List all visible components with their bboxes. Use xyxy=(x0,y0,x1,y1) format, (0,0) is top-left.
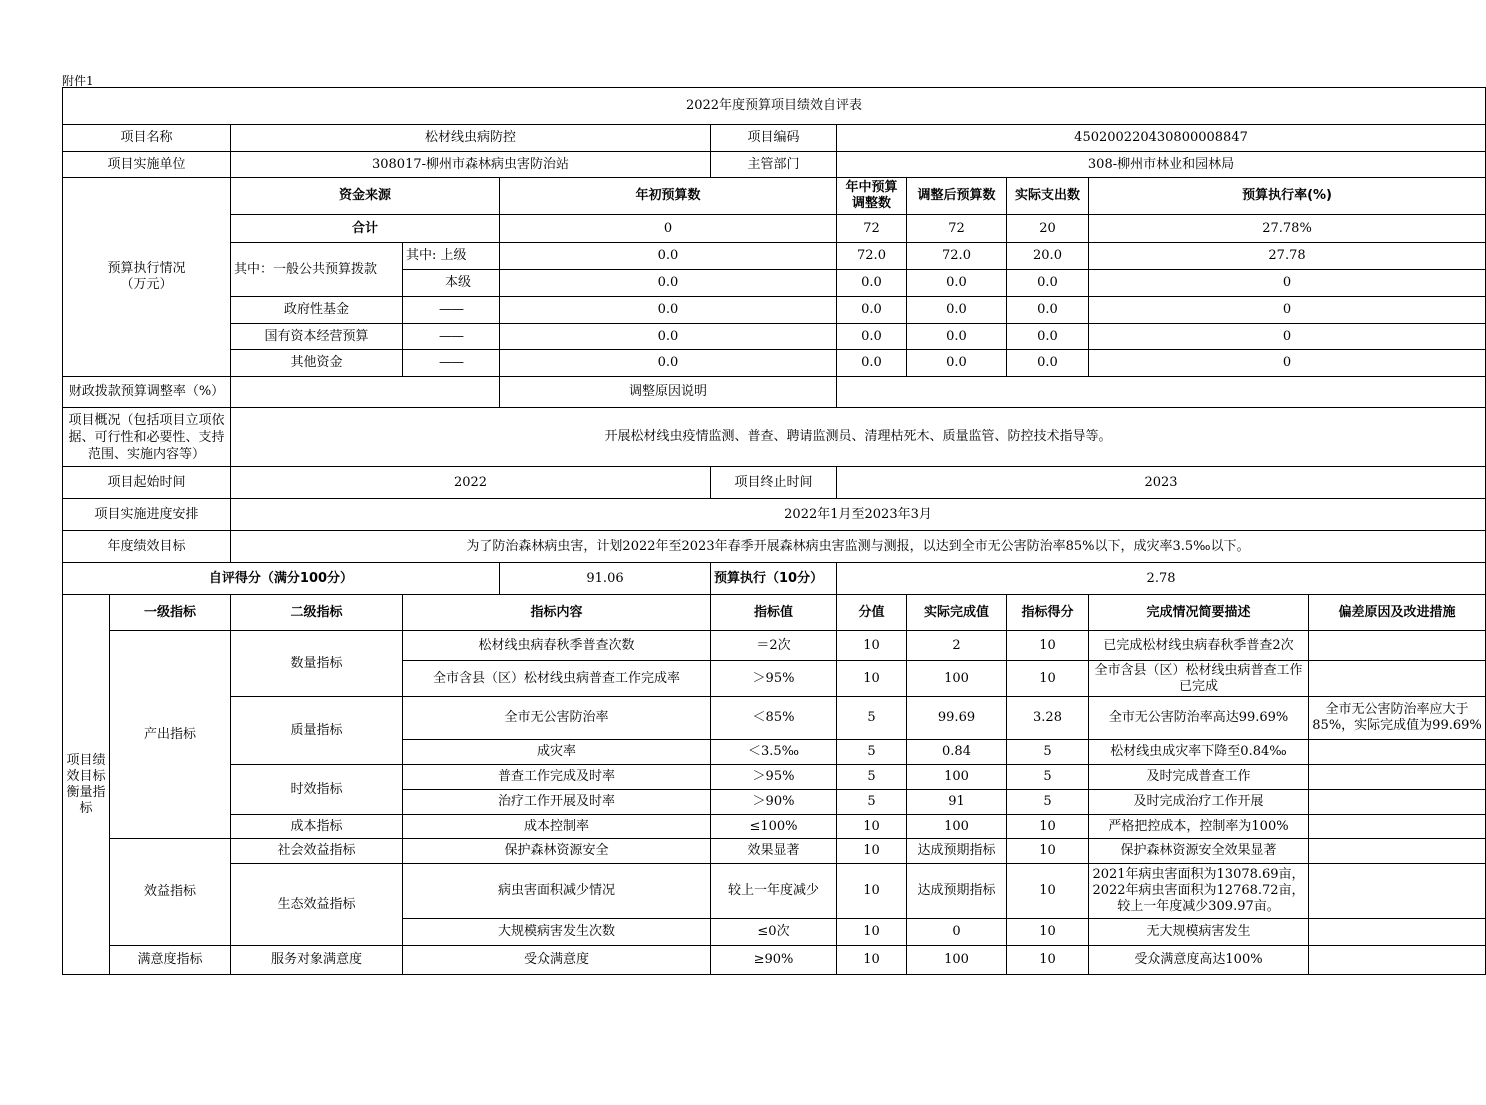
indicator-actual: 100 xyxy=(907,946,1007,975)
page-title: 2022年度预算项目绩效自评表 xyxy=(63,88,1486,125)
indicator-score: 10 xyxy=(1007,864,1089,919)
indicator-reason xyxy=(1309,839,1486,864)
indicator-points: 5 xyxy=(837,740,907,765)
local-midyear: 0.0 xyxy=(837,270,907,297)
indicator-content: 普查工作完成及时率 xyxy=(403,765,711,790)
gov-fund-dash: —— xyxy=(403,297,500,324)
gov-fund-label: 政府性基金 xyxy=(231,297,403,324)
indicator-content: 成本控制率 xyxy=(403,815,711,839)
budget-exec-score: 2.78 xyxy=(837,563,1486,595)
total-midyear: 72 xyxy=(837,215,907,243)
indicator-section-label: 项目绩效目标衡量指标 xyxy=(63,595,110,975)
header-target: 指标值 xyxy=(711,595,837,631)
indicator-desc: 全市含县（区）松材线虫病普查工作已完成 xyxy=(1089,661,1309,697)
goal: 为了防治森林病虫害，计划2022年至2023年春季开展森林病虫害监测与测报，以达到全市无公害防治率85%以下，成灾率3.5‰以下。 xyxy=(231,531,1486,563)
indicator-actual: 100 xyxy=(907,661,1007,697)
indicator-content: 受众满意度 xyxy=(403,946,711,975)
budget-header-adjusted: 调整后预算数 xyxy=(907,178,1007,215)
indicator-reason xyxy=(1309,661,1486,697)
upper-initial: 0.0 xyxy=(500,243,837,270)
indicator-desc: 及时完成治疗工作开展 xyxy=(1089,790,1309,815)
schedule: 2022年1月至2023年3月 xyxy=(231,499,1486,531)
self-score: 91.06 xyxy=(500,563,711,595)
indicator-target: 效果显著 xyxy=(711,839,837,864)
gov-fund-midyear: 0.0 xyxy=(837,297,907,324)
upper-rate: 27.78 xyxy=(1089,243,1486,270)
indicator-target: ＞95% xyxy=(711,661,837,697)
project-name-label: 项目名称 xyxy=(63,125,231,152)
header-actual: 实际完成值 xyxy=(907,595,1007,631)
indicator-reason xyxy=(1309,919,1486,946)
indicator-content: 全市含县（区）松材线虫病普查工作完成率 xyxy=(403,661,711,697)
header-desc: 完成情况简要描述 xyxy=(1089,595,1309,631)
level2-timeliness: 时效指标 xyxy=(231,765,403,815)
indicator-points: 5 xyxy=(837,765,907,790)
indicator-score: 10 xyxy=(1007,946,1089,975)
indicator-actual: 达成预期指标 xyxy=(907,839,1007,864)
budget-header-actual: 实际支出数 xyxy=(1007,178,1089,215)
indicator-target: ＞95% xyxy=(711,765,837,790)
indicator-desc: 及时完成普查工作 xyxy=(1089,765,1309,790)
indicator-actual: 100 xyxy=(907,815,1007,839)
indicator-points: 10 xyxy=(837,661,907,697)
indicator-reason xyxy=(1309,790,1486,815)
level1-benefit: 效益指标 xyxy=(110,839,231,946)
indicator-actual: 91 xyxy=(907,790,1007,815)
budget-header-rate: 预算执行率(%) xyxy=(1089,178,1486,215)
start-time: 2022 xyxy=(231,467,711,499)
budget-header-source: 资金来源 xyxy=(231,178,500,215)
overview: 开展松材线虫疫情监测、普查、聘请监测员、清理枯死木、质量监管、防控技术指导等。 xyxy=(231,408,1486,467)
header-points: 分值 xyxy=(837,595,907,631)
other-fund-adjusted: 0.0 xyxy=(907,350,1007,377)
local-initial: 0.0 xyxy=(500,270,837,297)
indicator-target: ＝2次 xyxy=(711,631,837,661)
upper-adjusted: 72.0 xyxy=(907,243,1007,270)
other-fund-actual: 0.0 xyxy=(1007,350,1089,377)
gov-fund-initial: 0.0 xyxy=(500,297,837,324)
gov-fund-adjusted: 0.0 xyxy=(907,297,1007,324)
attachment-label: 附件1 xyxy=(62,74,94,88)
other-fund-rate: 0 xyxy=(1089,350,1486,377)
project-code-label: 项目编码 xyxy=(711,125,837,152)
indicator-reason xyxy=(1309,765,1486,790)
end-time: 2023 xyxy=(837,467,1486,499)
indicator-content: 大规模病害发生次数 xyxy=(403,919,711,946)
evaluation-table xyxy=(62,87,1486,975)
indicator-content: 全市无公害防治率 xyxy=(403,697,711,740)
indicator-desc: 松材线虫成灾率下降至0.84‰ xyxy=(1089,740,1309,765)
indicator-target: ≤0次 xyxy=(711,919,837,946)
level2-social: 社会效益指标 xyxy=(231,839,403,864)
indicator-actual: 99.69 xyxy=(907,697,1007,740)
local-actual: 0.0 xyxy=(1007,270,1089,297)
adjust-rate-label: 财政拨款预算调整率（%） xyxy=(63,377,231,408)
indicator-points: 10 xyxy=(837,631,907,661)
gov-fund-actual: 0.0 xyxy=(1007,297,1089,324)
indicator-actual: 100 xyxy=(907,765,1007,790)
indicator-target: ＜85% xyxy=(711,697,837,740)
state-capital-adjusted: 0.0 xyxy=(907,324,1007,350)
indicator-desc: 2021年病虫害面积为13078.69亩，2022年病虫害面积为12768.72亩，较上一年度减少309.97亩。 xyxy=(1089,864,1309,919)
adjust-reason-label: 调整原因说明 xyxy=(500,377,837,408)
other-fund-initial: 0.0 xyxy=(500,350,837,377)
local-label: 本级 xyxy=(403,270,500,297)
header-level2: 二级指标 xyxy=(231,595,403,631)
indicator-desc: 已完成松材线虫病春秋季普查2次 xyxy=(1089,631,1309,661)
indicator-points: 10 xyxy=(837,864,907,919)
indicator-desc: 受众满意度高达100% xyxy=(1089,946,1309,975)
start-time-label: 项目起始时间 xyxy=(63,467,231,499)
dept: 308-柳州市林业和园林局 xyxy=(837,152,1486,178)
project-code: 450200220430800008847 xyxy=(837,125,1486,152)
budget-exec-label: 预算执行（10分） xyxy=(711,563,837,595)
self-score-label: 自评得分（满分100分） xyxy=(63,563,500,595)
state-capital-rate: 0 xyxy=(1089,324,1486,350)
general-budget-label: 其中：一般公共预算拨款 xyxy=(231,243,403,297)
header-score: 指标得分 xyxy=(1007,595,1089,631)
indicator-desc: 无大规模病害发生 xyxy=(1089,919,1309,946)
indicator-score: 10 xyxy=(1007,661,1089,697)
indicator-points: 10 xyxy=(837,815,907,839)
indicator-score: 5 xyxy=(1007,790,1089,815)
overview-label: 项目概况（包括项目立项依据、可行性和必要性、支持范围、实施内容等） xyxy=(63,408,231,467)
gov-fund-rate: 0 xyxy=(1089,297,1486,324)
total-label: 合计 xyxy=(231,215,500,243)
other-fund-dash: —— xyxy=(403,350,500,377)
state-capital-midyear: 0.0 xyxy=(837,324,907,350)
indicator-desc: 全市无公害防治率高达99.69% xyxy=(1089,697,1309,740)
end-time-label: 项目终止时间 xyxy=(711,467,837,499)
header-content: 指标内容 xyxy=(403,595,711,631)
indicator-score: 5 xyxy=(1007,765,1089,790)
total-initial: 0 xyxy=(500,215,837,243)
dept-label: 主管部门 xyxy=(711,152,837,178)
indicator-content: 保护森林资源安全 xyxy=(403,839,711,864)
indicator-score: 3.28 xyxy=(1007,697,1089,740)
indicator-actual: 达成预期指标 xyxy=(907,864,1007,919)
budget-header-midyear: 年中预算调整数 xyxy=(837,178,907,215)
header-level1: 一级指标 xyxy=(110,595,231,631)
indicator-score: 10 xyxy=(1007,815,1089,839)
indicator-target: ＜3.5‰ xyxy=(711,740,837,765)
header-reason: 偏差原因及改进措施 xyxy=(1309,595,1486,631)
upper-midyear: 72.0 xyxy=(837,243,907,270)
goal-label: 年度绩效目标 xyxy=(63,531,231,563)
indicator-content: 治疗工作开展及时率 xyxy=(403,790,711,815)
indicator-score: 10 xyxy=(1007,631,1089,661)
local-adjusted: 0.0 xyxy=(907,270,1007,297)
local-rate: 0 xyxy=(1089,270,1486,297)
total-rate: 27.78% xyxy=(1089,215,1486,243)
indicator-target: 较上一年度减少 xyxy=(711,864,837,919)
indicator-reason xyxy=(1309,946,1486,975)
budget-header-initial: 年初预算数 xyxy=(500,178,837,215)
project-name: 松材线虫病防控 xyxy=(231,125,711,152)
indicator-content: 成灾率 xyxy=(403,740,711,765)
indicator-actual: 0.84 xyxy=(907,740,1007,765)
indicator-content: 松材线虫病春秋季普查次数 xyxy=(403,631,711,661)
indicator-actual: 0 xyxy=(907,919,1007,946)
adjust-reason-value xyxy=(837,377,1486,408)
indicator-target: ＞90% xyxy=(711,790,837,815)
level1-satisfaction: 满意度指标 xyxy=(110,946,231,975)
other-fund-midyear: 0.0 xyxy=(837,350,907,377)
indicator-points: 10 xyxy=(837,946,907,975)
indicator-score: 5 xyxy=(1007,740,1089,765)
indicator-target: ≥90% xyxy=(711,946,837,975)
state-capital-dash: —— xyxy=(403,324,500,350)
indicator-reason xyxy=(1309,815,1486,839)
budget-section-label: 预算执行情况 （万元） xyxy=(63,178,231,377)
indicator-actual: 2 xyxy=(907,631,1007,661)
unit-label: 项目实施单位 xyxy=(63,152,231,178)
indicator-points: 5 xyxy=(837,697,907,740)
level2-quantity: 数量指标 xyxy=(231,631,403,697)
indicator-reason xyxy=(1309,631,1486,661)
upper-label: 其中: 上级 xyxy=(403,243,500,270)
total-actual: 20 xyxy=(1007,215,1089,243)
indicator-reason xyxy=(1309,740,1486,765)
indicator-reason xyxy=(1309,864,1486,919)
indicator-score: 10 xyxy=(1007,839,1089,864)
indicator-points: 5 xyxy=(837,790,907,815)
upper-actual: 20.0 xyxy=(1007,243,1089,270)
indicator-desc: 保护森林资源安全效果显著 xyxy=(1089,839,1309,864)
level1-output: 产出指标 xyxy=(110,631,231,839)
indicator-points: 10 xyxy=(837,919,907,946)
unit: 308017-柳州市森林病虫害防治站 xyxy=(231,152,711,178)
state-capital-label: 国有资本经营预算 xyxy=(231,324,403,350)
indicator-score: 10 xyxy=(1007,919,1089,946)
indicator-reason: 全市无公害防治率应大于85%，实际完成值为99.69% xyxy=(1309,697,1486,740)
other-fund-label: 其他资金 xyxy=(231,350,403,377)
level2-ecological: 生态效益指标 xyxy=(231,864,403,946)
indicator-points: 10 xyxy=(837,839,907,864)
state-capital-initial: 0.0 xyxy=(500,324,837,350)
state-capital-actual: 0.0 xyxy=(1007,324,1089,350)
schedule-label: 项目实施进度安排 xyxy=(63,499,231,531)
level2-quality: 质量指标 xyxy=(231,697,403,765)
indicator-content: 病虫害面积减少情况 xyxy=(403,864,711,919)
indicator-desc: 严格把控成本，控制率为100% xyxy=(1089,815,1309,839)
total-adjusted: 72 xyxy=(907,215,1007,243)
level2-service: 服务对象满意度 xyxy=(231,946,403,975)
adjust-rate-value xyxy=(231,377,500,408)
indicator-target: ≤100% xyxy=(711,815,837,839)
level2-cost: 成本指标 xyxy=(231,815,403,839)
